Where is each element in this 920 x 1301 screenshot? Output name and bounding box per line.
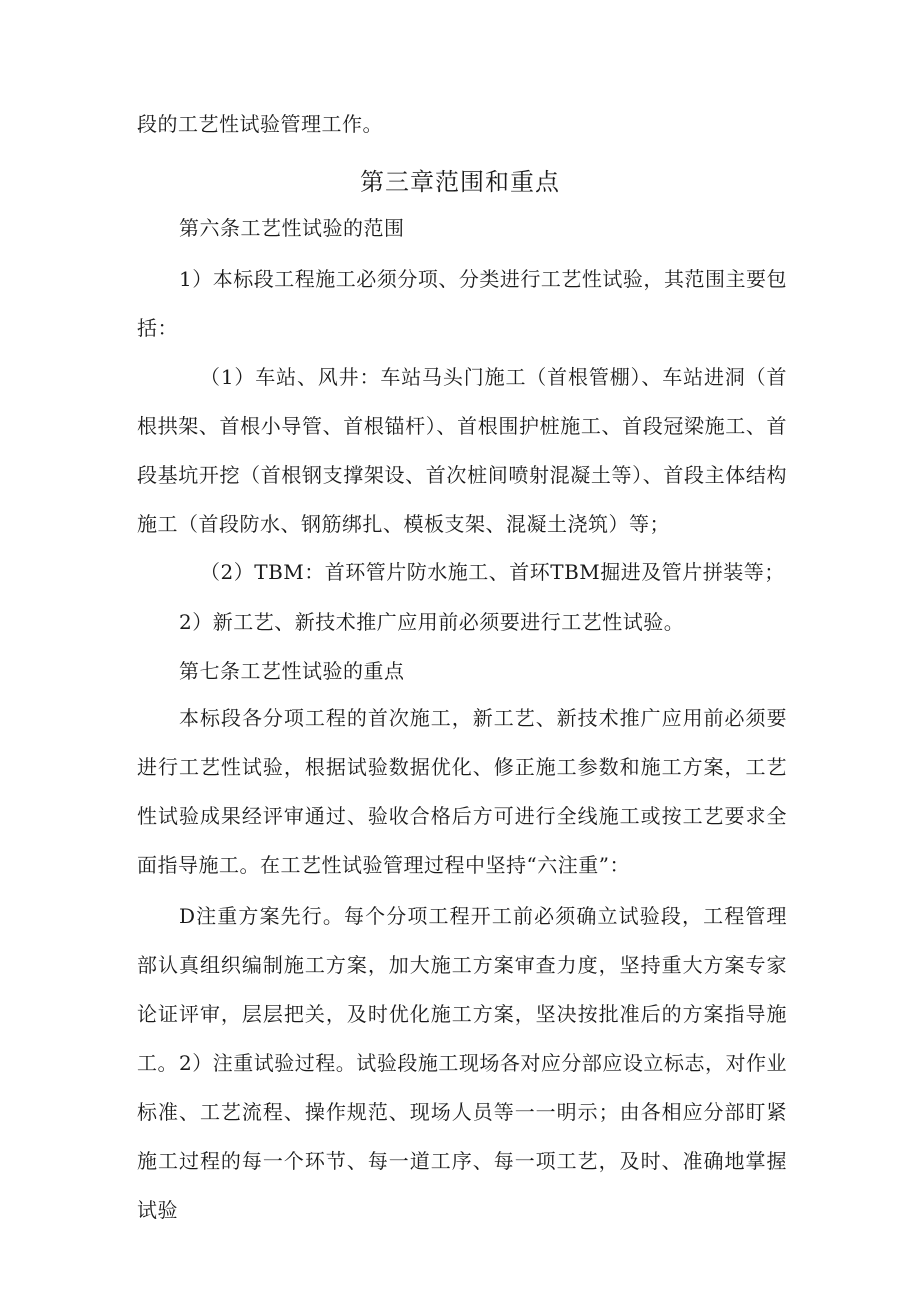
paragraph-scope-2: 2）新工艺、新技术推广应用前必须要进行工艺性试验。 (179, 610, 685, 634)
paragraph-emphasis-1: D注重方案先行。每个分项工程开工前必须确立试验段，工程管理部认真组织编制施工方案，加大施工方案审查力度，坚持重大方案专家论证评审，层层把关，及时优化施工方案，坚决按批准后的方案指导施工。 (137, 904, 787, 1075)
paragraph-scope-1-item-2: （2）TBM：首环管片防水施工、首环TBM掘进及管片拼装等； (200, 560, 785, 584)
paragraph-emphasis-2: 2）注重试验过程。试验段施工现场各对应分部应设立标志，对作业标准、工艺流程、操作规范、现场人员等一一明示；由各相应分部盯紧施工过程的每一个环节、每一道工序、每一项工艺，及时、准确地掌握试验 (137, 1051, 787, 1222)
paragraph-key-points: 本标段各分项工程的首次施工，新工艺、新技术推广应用前必须要进行工艺性试验，根据试验数据优化、修正施工参数和施工方案，工艺性试验成果经评审通过、验收合格后方可进行全线施工或按工艺要求全面指导施工。在工艺性试验管理过程中坚持“六注重”： (137, 706, 787, 877)
paragraph-continuation: 段的工艺性试验管理工作。 (137, 112, 383, 136)
chapter-title: 第三章范围和重点 (360, 168, 560, 196)
paragraph-scope-1-item-1: （1）车站、风井：车站马头门施工（首根管棚）、车站进洞（首根拱架、首根小导管、首根锚杆）、首根围护桩施工、首段冠梁施工、首段基坑开挖（首根钢支撑架设、首次桩间喷射混凝土等）、首段主体结构施工（首段防水、钢筋绑扎、模板支架、混凝土浇筑）等； (137, 365, 787, 536)
article-7-heading: 第七条工艺性试验的重点 (179, 659, 405, 683)
paragraph-scope-1: 1）本标段工程施工必须分项、分类进行工艺性试验，其范围主要包括： (137, 267, 787, 340)
article-6-heading: 第六条工艺性试验的范围 (179, 216, 405, 240)
